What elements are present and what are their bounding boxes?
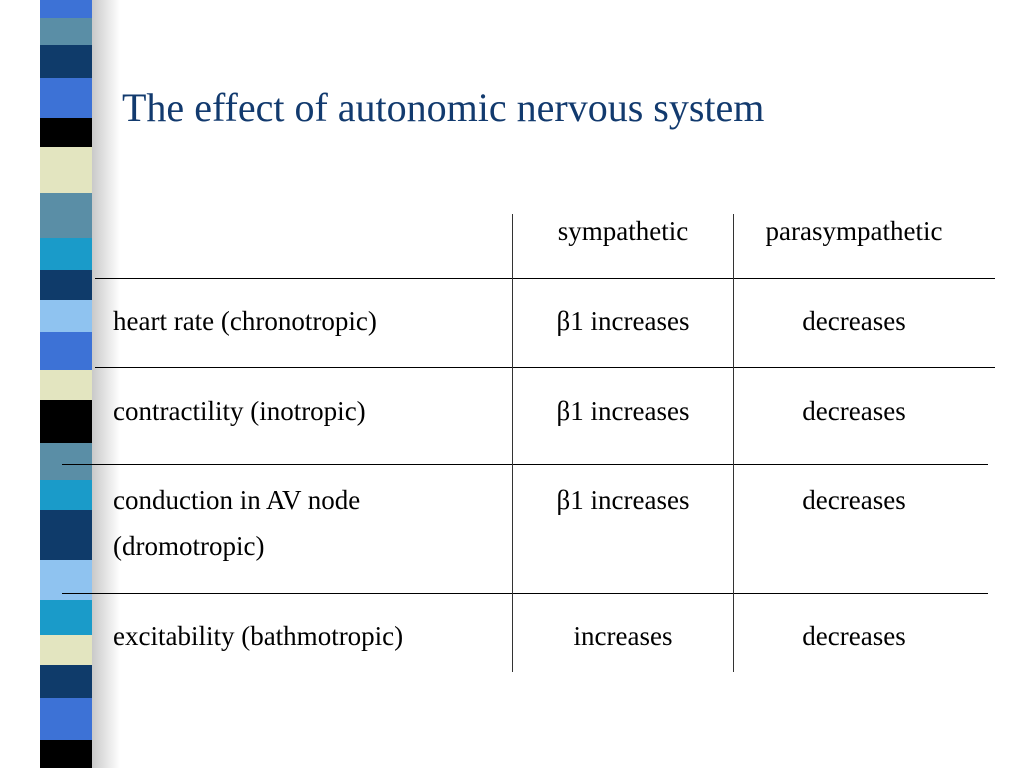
parasympathetic-effect: decreases bbox=[802, 621, 906, 651]
row-label: conduction in AV node bbox=[113, 485, 361, 515]
page-title: The effect of autonomic nervous system bbox=[122, 85, 765, 130]
parasympathetic-effect: decreases bbox=[802, 396, 906, 426]
parasympathetic-effect: decreases bbox=[802, 485, 906, 515]
row-label: heart rate (chronotropic) bbox=[113, 306, 377, 336]
column-divider bbox=[512, 214, 513, 672]
row-label-continued: (dromotropic) bbox=[113, 531, 265, 561]
header-sympathetic: sympathetic bbox=[557, 216, 689, 246]
row-label: contractility (inotropic) bbox=[113, 396, 366, 426]
parasympathetic-effect: decreases bbox=[802, 306, 906, 336]
table-divider bbox=[95, 367, 995, 368]
sympathetic-effect: β1 increases bbox=[556, 396, 690, 426]
sympathetic-effect: β1 increases bbox=[556, 485, 690, 515]
decorative-stripe bbox=[0, 0, 120, 768]
table-divider bbox=[62, 464, 988, 465]
column-divider bbox=[733, 214, 734, 672]
table-divider bbox=[95, 278, 995, 279]
sympathetic-effect: increases bbox=[573, 621, 673, 651]
row-label: excitability (bathmotropic) bbox=[113, 621, 404, 651]
table-divider bbox=[62, 593, 988, 594]
header-parasympathetic: parasympathetic bbox=[765, 216, 943, 246]
sympathetic-effect: β1 increases bbox=[556, 306, 690, 336]
